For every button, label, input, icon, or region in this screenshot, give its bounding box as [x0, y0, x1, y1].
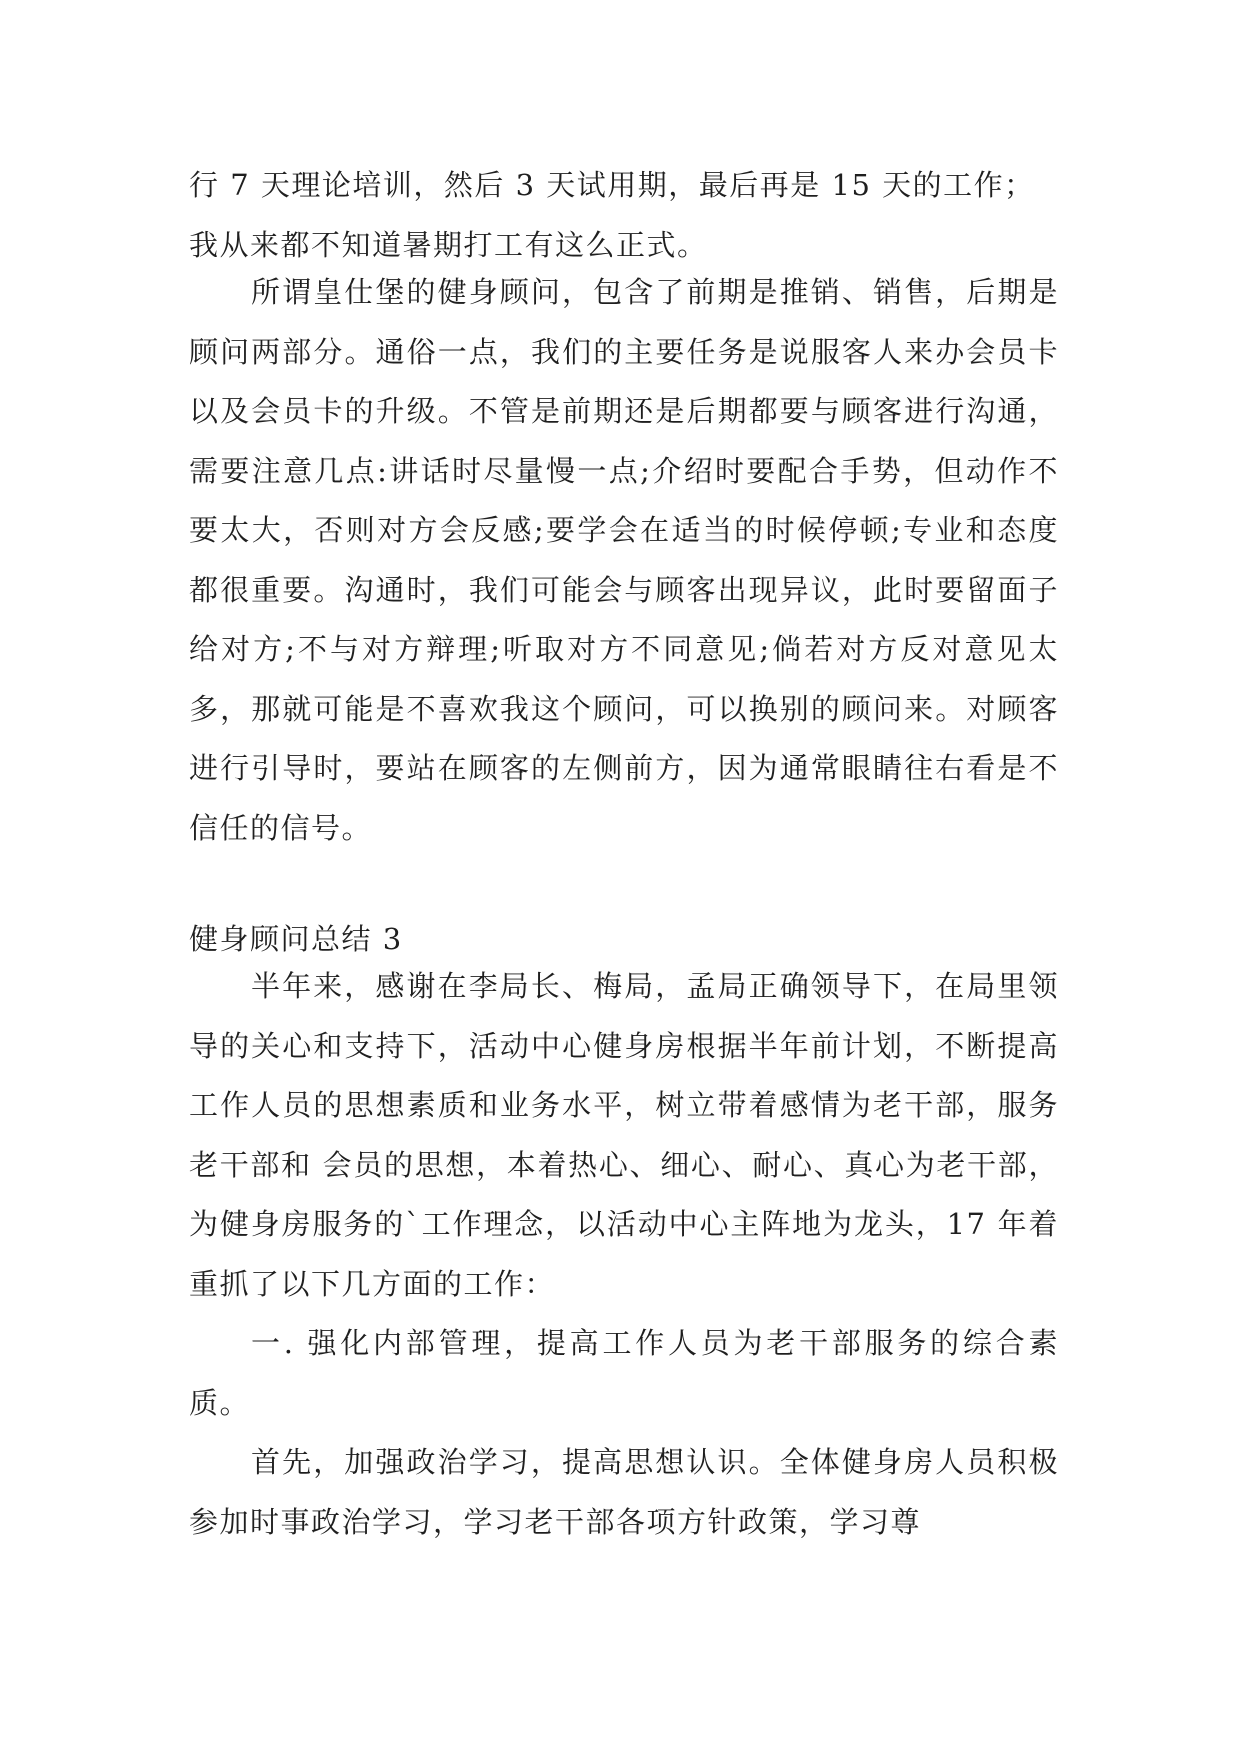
fitness-consultant-paragraph: [189, 263, 1059, 858]
paragraph-half-year-summary: 半年来，感谢在李局长、梅局，孟局正确领导下，在局里领导的关心和支持下，活动中心健身房根据半年前计划，不断提高工作人员的思想素质和业务水平，树立带着感情为老干部，服务老干部和 会员的思想，本着热心、细心、耐心、真心为老干部，为健身房服务的`工作理念，以活动中心主阵地为龙头，17 年着重抓了以下几方面的工作：: [189, 969, 1059, 1301]
summary-section: [189, 957, 1059, 1552]
paragraph-consultant-duties: 所谓皇仕堡的健身顾问，包含了前期是推销、销售，后期是顾问两部分。通俗一点，我们的主要任务是说服客人来办会员卡以及会员卡的升级。不管是前期还是后期都要与顾客进行沟通，需要注意几点:讲话时尽量慢一点;介绍时要配合手势，但动作不要太大，否则对方会反感;要学会在适当的时候停顿;专业和态度都很重要。沟通时，我们可能会与顾客出现异议，此时要留面子给对方;不与对方辩理;听取对方不同意见;倘若对方反对意见太多，那就可能是不喜欢我这个顾问，可以换别的顾问来。对顾客进行引导时，要站在顾客的左侧前方，因为通常眼睛往右看是不信任的信号。: [189, 275, 1059, 845]
continuation-paragraph: [189, 156, 1059, 275]
paragraph-internal-management: 一. 强化内部管理，提高工作人员为老干部服务的综合素质。: [189, 1326, 1059, 1420]
continuation-line-1: 行 7 天理论培训，然后 3 天试用期，最后再是 15 天的工作；: [189, 168, 1035, 202]
continuation-line-2: 我从来都不知道暑期打工有这么正式。: [189, 227, 708, 262]
paragraph-political-study: 首先，加强政治学习，提高思想认识。全体健身房人员积极参加时事政治学习，学习老干部各项方针政策，学习尊: [189, 1445, 1059, 1539]
section-heading: 健身顾问总结 3: [189, 922, 403, 956]
